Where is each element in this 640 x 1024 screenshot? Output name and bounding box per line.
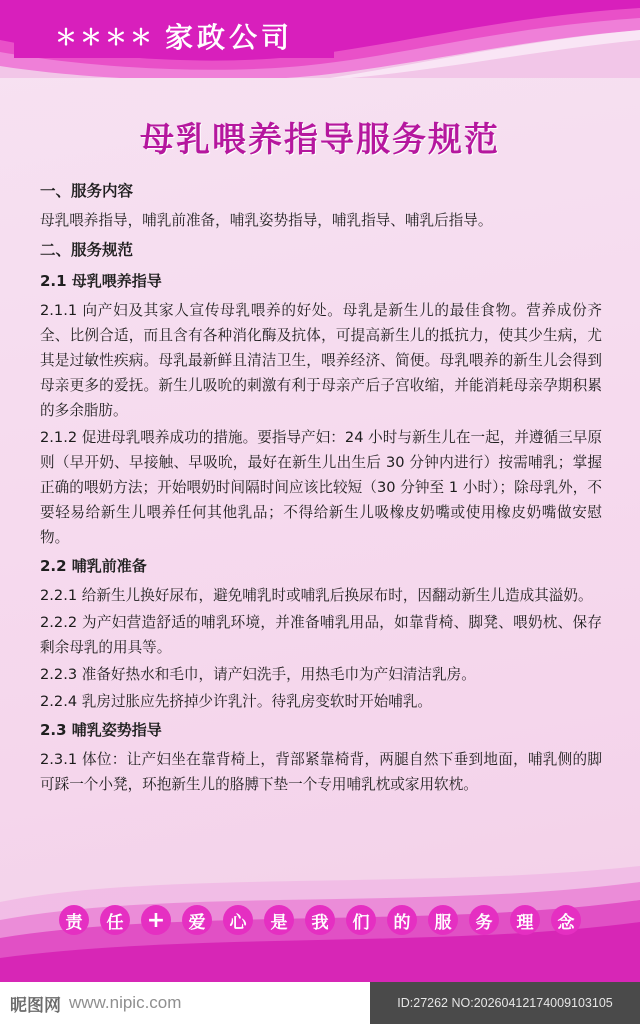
- slogan-char: 任: [100, 905, 130, 935]
- slogan-char: 理: [510, 905, 540, 935]
- site-logo: 昵图网: [10, 995, 61, 1016]
- paragraph: 母乳喂养指导，哺乳前准备，哺乳姿势指导，哺乳指导、哺乳后指导。: [40, 212, 493, 229]
- paragraph: 2.1.1 向产妇及其家人宣传母乳喂养的好处。母乳是新生儿的最佳食物。营养成份齐全、比例合适，而且含有各种消化酶及抗体，可提高新生儿的抵抗力，使其少生病，尤其是过敏性疾病。母乳最新鲜且清洁卫生，喂养经济、简便。母乳喂养的新生儿会得到母亲更多的爱抚。新生儿吸吮的刺激有利于母亲产后子宫收缩，并能消耗母亲孕期积累的多余脂肪。: [40, 302, 602, 419]
- company-name: 家政公司: [165, 21, 294, 54]
- slogan-char: 们: [346, 905, 376, 935]
- slogan-char: 念: [551, 905, 581, 935]
- slogan-char: 的: [387, 905, 417, 935]
- paragraph: 2.2.1 给新生儿换好尿布，避免哺乳时或哺乳后换尿布时，因翻动新生儿造成其溢奶。: [40, 587, 593, 604]
- paragraph: 2.2.2 为产妇营造舒适的哺乳环境，并准备哺乳用品，如靠背椅、脚凳、喂奶枕、保存剩余母乳的用具等。: [40, 614, 602, 656]
- slogan-char: 爱: [182, 905, 212, 935]
- slogan-bubbles: [0, 894, 640, 946]
- slogan-char: 服: [428, 905, 458, 935]
- paragraph: 2.2.3 准备好热水和毛巾，请产妇洗手，用热毛巾为产妇清洁乳房。: [40, 666, 476, 683]
- plus-icon: +: [141, 905, 171, 935]
- stars-decoration: ＊＊＊＊: [54, 24, 155, 50]
- page-title: 母乳喂养指导服务规范: [140, 120, 500, 160]
- header-band: [0, 0, 640, 78]
- paragraph: 2.1.2 促进母乳喂养成功的措施。要指导产妇：24 小时与新生儿在一起，并遵循三早原则（早开奶、早接触、早吸吮，最好在新生儿出生后 30 分钟内进行）按需哺乳；掌握正确的喂奶方法；开始喂奶时间隔时间应该比较短（30 分钟至 1 小时）；除母乳外，不要轻易给新生儿喂养任何其他乳品；不得给新生儿吸橡皮奶嘴或使用橡皮奶嘴做安慰物。: [40, 429, 602, 546]
- slogan-char: 心: [223, 905, 253, 935]
- slogan-bar: [0, 894, 640, 946]
- company-name-tag: [14, 14, 334, 58]
- section-heading: 一、服务内容: [40, 182, 134, 200]
- image-id-label: ID:27262 NO:20260412174009103105: [370, 982, 640, 1024]
- paragraph: 2.3.1 体位：让产妇坐在靠背椅上，背部紧靠椅背，两腿自然下垂到地面，哺乳侧的脚可踩一个小凳，环抱新生儿的胳膊下垫一个专用哺乳枕或家用软枕。: [40, 751, 602, 793]
- slogan-char: 务: [469, 905, 499, 935]
- paragraph: 2.2.4 乳房过胀应先挤掉少许乳汁。待乳房变软时开始哺乳。: [40, 693, 433, 710]
- slogan-char: 我: [305, 905, 335, 935]
- subsection-heading: 2.2 哺乳前准备: [40, 557, 147, 575]
- slogan-char: 是: [264, 905, 294, 935]
- slogan-char: 责: [59, 905, 89, 935]
- subsection-heading: 2.3 哺乳姿势指导: [40, 721, 162, 739]
- site-url: www.nipic.com: [69, 993, 182, 1012]
- document-body: [40, 176, 602, 799]
- section-heading: 二、服务规范: [40, 241, 134, 259]
- watermark-bar: [0, 982, 640, 1024]
- subsection-heading: 2.1 母乳喂养指导: [40, 272, 162, 290]
